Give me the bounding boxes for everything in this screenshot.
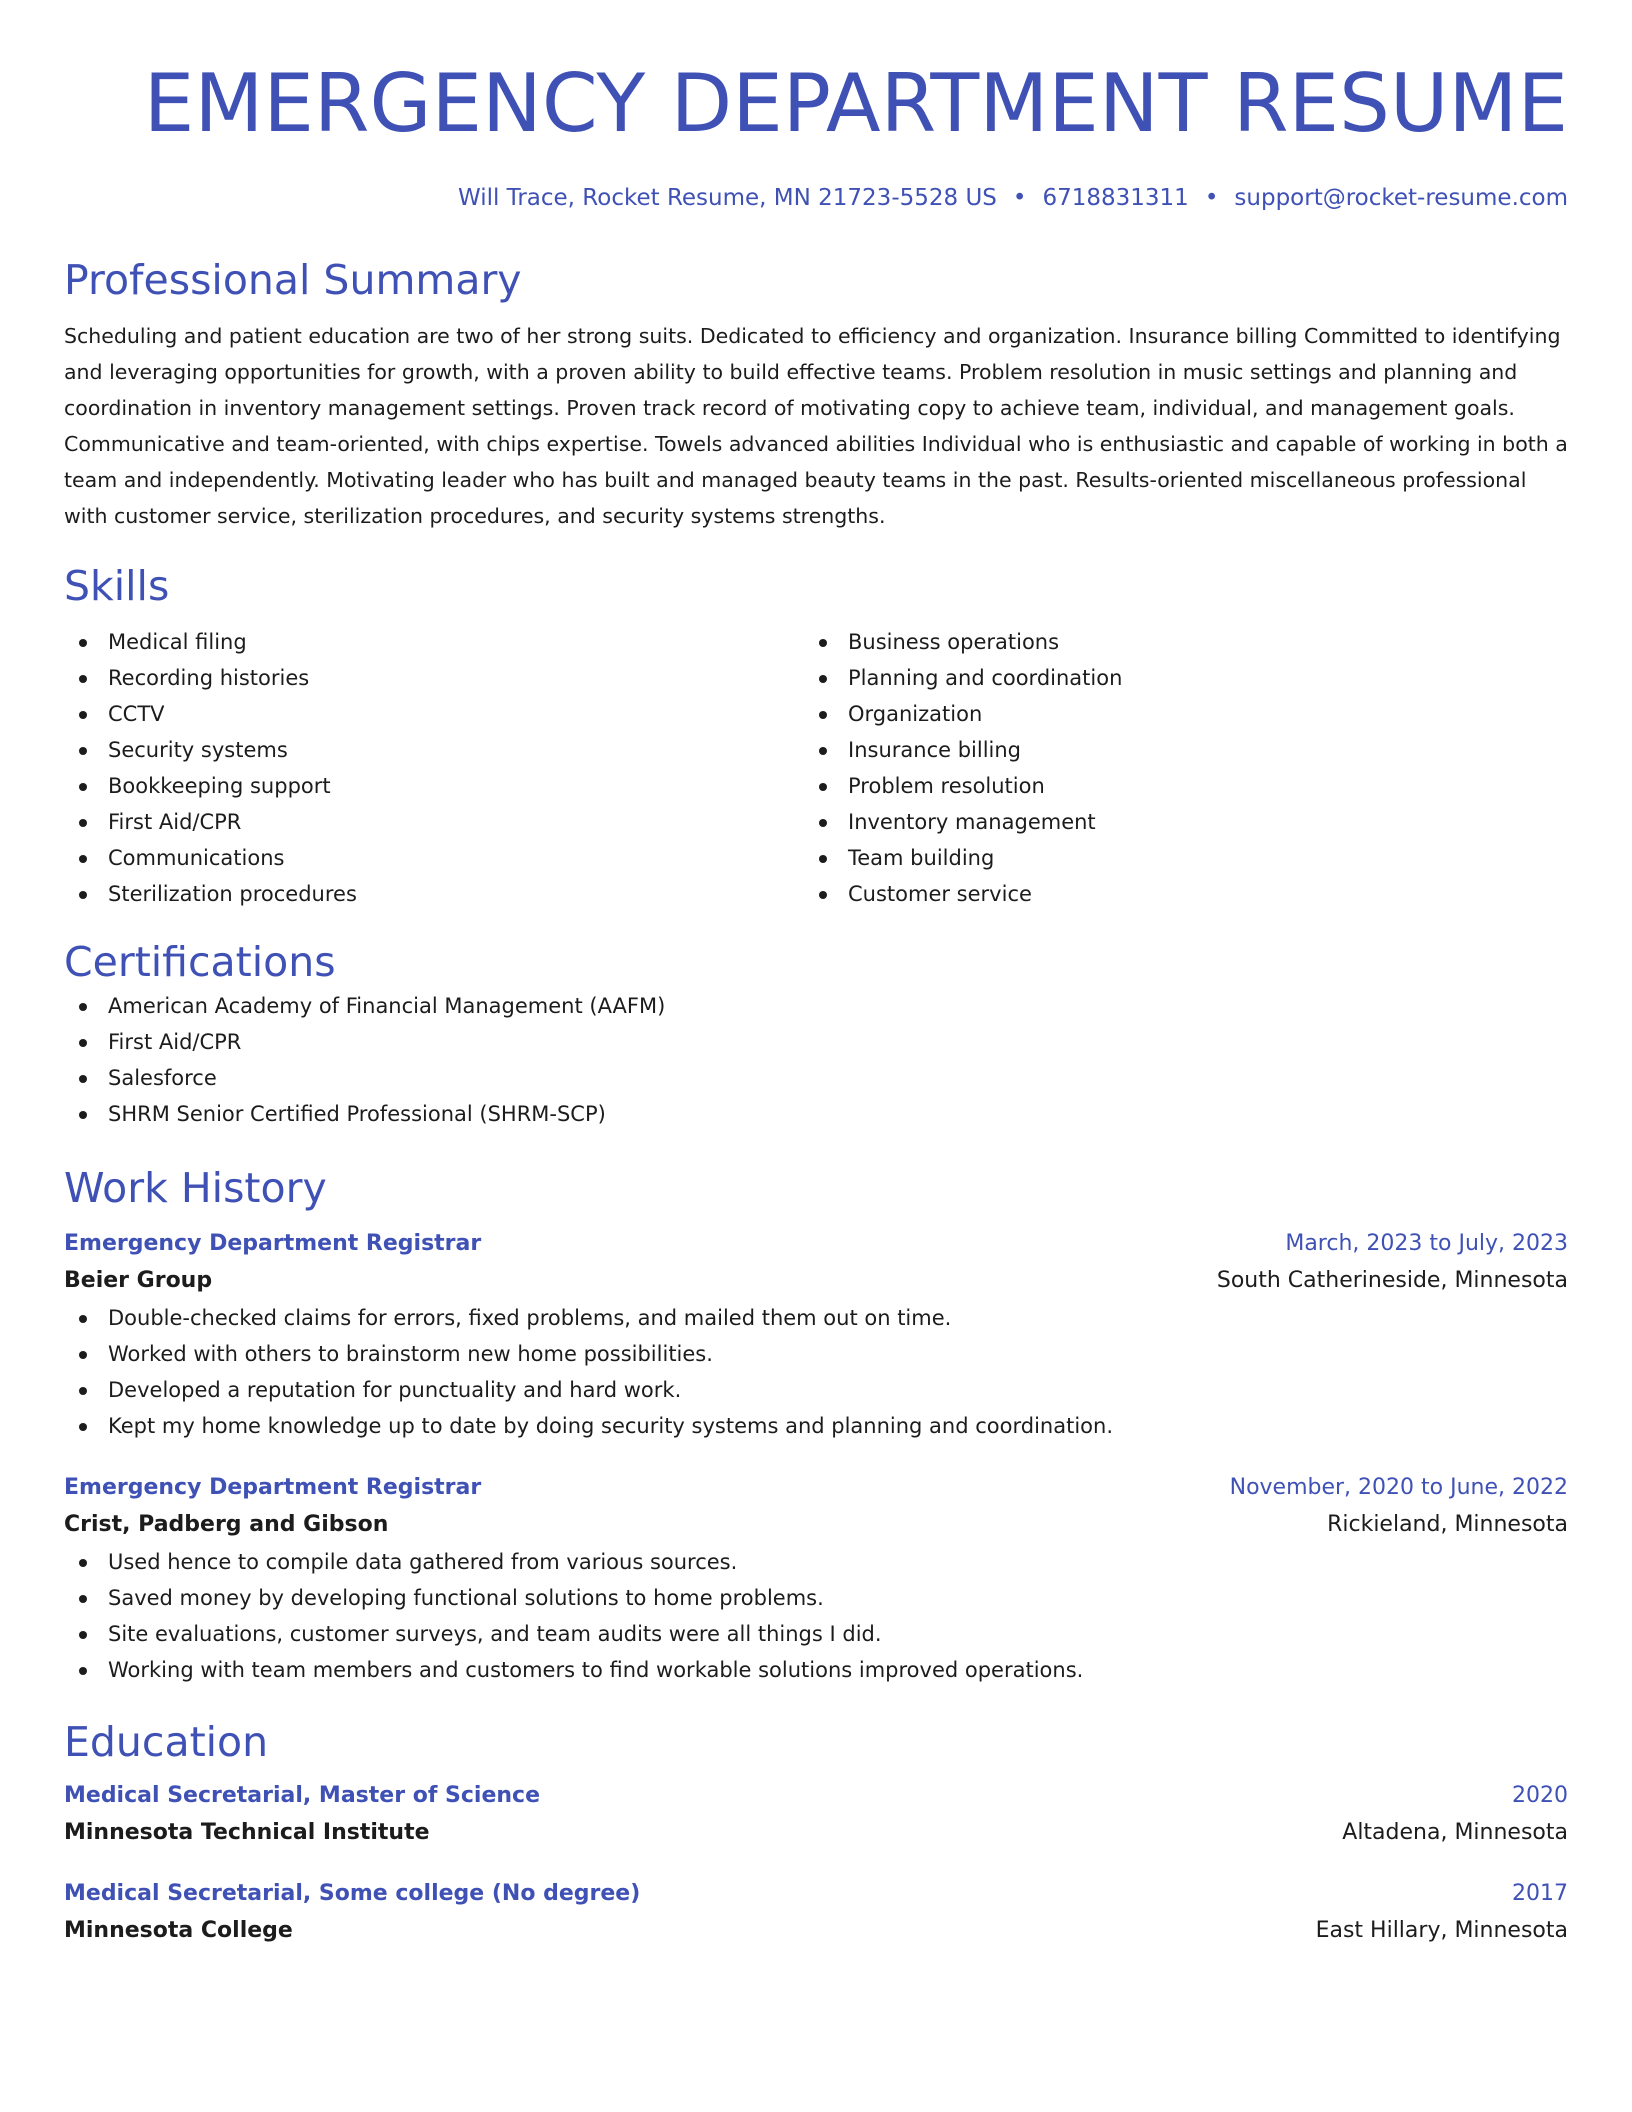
bullet-icon bbox=[79, 891, 87, 899]
skill-label: First Aid/CPR bbox=[108, 810, 242, 834]
bullet-icon bbox=[79, 1667, 87, 1675]
bullet-icon bbox=[819, 747, 827, 755]
skill-label: Sterilization procedures bbox=[108, 882, 357, 906]
skill-item bbox=[804, 840, 1544, 876]
school-location: Altadena, Minnesota bbox=[1342, 1820, 1568, 1845]
contact-address: Will Trace, Rocket Resume, MN 21723-5528 US bbox=[457, 185, 997, 211]
job-duty-text: Double-checked claims for errors, fixed problems, and mailed them out on time. bbox=[108, 1306, 952, 1330]
job-duty bbox=[64, 1336, 1568, 1372]
job-duty-text: Saved money by developing functional solutions to home problems. bbox=[108, 1586, 824, 1610]
certifications-list bbox=[64, 988, 1568, 1132]
skill-item bbox=[64, 624, 804, 660]
skill-label: Communications bbox=[108, 846, 285, 870]
school-name: Minnesota College bbox=[64, 1918, 293, 1943]
bullet-icon bbox=[79, 819, 87, 827]
certification-label: SHRM Senior Certified Professional (SHRM-SCP) bbox=[108, 1102, 606, 1126]
bullet-icon bbox=[79, 1595, 87, 1603]
job-duties-list bbox=[64, 1544, 1568, 1688]
education-heading: Education bbox=[64, 1718, 269, 1766]
bullet-icon bbox=[819, 891, 827, 899]
skill-label: Problem resolution bbox=[848, 774, 1045, 798]
bullet-icon bbox=[79, 747, 87, 755]
work-entry bbox=[64, 1226, 1568, 1444]
skill-item bbox=[804, 876, 1544, 912]
graduation-year: 2017 bbox=[1512, 1881, 1568, 1906]
skill-label: Medical filing bbox=[108, 630, 247, 654]
skill-item bbox=[804, 696, 1544, 732]
bullet-icon bbox=[79, 1631, 87, 1639]
skill-item bbox=[64, 696, 804, 732]
bullet-icon bbox=[79, 1111, 87, 1119]
skill-item bbox=[64, 840, 804, 876]
skills-list-left bbox=[64, 624, 804, 912]
job-duty bbox=[64, 1580, 1568, 1616]
job-location: Rickieland, Minnesota bbox=[1327, 1512, 1568, 1537]
job-company: Crist, Padberg and Gibson bbox=[64, 1512, 389, 1537]
job-location: South Catherineside, Minnesota bbox=[1216, 1268, 1568, 1293]
certification-item bbox=[64, 1024, 1568, 1060]
school-name: Minnesota Technical Institute bbox=[64, 1820, 430, 1845]
job-duty bbox=[64, 1652, 1568, 1688]
education-entry bbox=[64, 1778, 1568, 1852]
skill-label: Inventory management bbox=[848, 810, 1096, 834]
bullet-icon bbox=[79, 783, 87, 791]
school-location: East Hillary, Minnesota bbox=[1315, 1918, 1568, 1943]
bullet-icon bbox=[79, 1039, 87, 1047]
contact-line bbox=[64, 182, 1568, 214]
work-history-heading: Work History bbox=[64, 1164, 327, 1212]
bullet-icon bbox=[79, 675, 87, 683]
skill-label: Bookkeeping support bbox=[108, 774, 331, 798]
skill-label: Insurance billing bbox=[848, 738, 1022, 762]
bullet-icon bbox=[79, 1559, 87, 1567]
certification-item bbox=[64, 988, 1568, 1024]
certification-label: Salesforce bbox=[108, 1066, 217, 1090]
degree-row bbox=[64, 1876, 1568, 1912]
document-title: EMERGENCY DEPARTMENT RESUME bbox=[143, 57, 1568, 150]
bullet-icon bbox=[79, 1315, 87, 1323]
skill-label: Team building bbox=[848, 846, 995, 870]
bullet-icon bbox=[819, 675, 827, 683]
skill-item bbox=[804, 624, 1544, 660]
job-company-row bbox=[64, 1506, 1568, 1544]
skill-label: Security systems bbox=[108, 738, 288, 762]
work-entry bbox=[64, 1470, 1568, 1688]
bullet-icon bbox=[819, 783, 827, 791]
job-duties-list bbox=[64, 1300, 1568, 1444]
skill-item bbox=[64, 876, 804, 912]
contact-phone: 6718831311 bbox=[1042, 185, 1189, 211]
job-company-row bbox=[64, 1262, 1568, 1300]
job-duty-text: Kept my home knowledge up to date by doing security systems and planning and coordination. bbox=[108, 1414, 1113, 1438]
bullet-icon bbox=[79, 711, 87, 719]
skill-item bbox=[64, 804, 804, 840]
bullet-icon bbox=[79, 855, 87, 863]
job-dates: November, 2020 to June, 2022 bbox=[1229, 1475, 1568, 1500]
summary-text: Scheduling and patient education are two of her strong suits. Dedicated to efficiency and organization. Insurance billing Committed to identifying and leveraging opportunities for growth, with a proven ability to build effective teams. Problem resolution in music settings and planning and coordination in inventory management settings. Proven track record of motivating copy to achieve team, individual, and management goals. Communicative and team-oriented, with chips expertise. Towels advanced abilities Individual who is enthusiastic and capable of working in both a team and independently. Motivating leader who has built and managed beauty teams in the past. Results-oriented miscellaneous professional with customer service, sterilization procedures, and security systems strengths. bbox=[64, 324, 1568, 528]
bullet-icon bbox=[819, 819, 827, 827]
education-entry bbox=[64, 1876, 1568, 1950]
skill-label: CCTV bbox=[108, 702, 165, 726]
job-title: Emergency Department Registrar bbox=[64, 1231, 482, 1256]
contact-separator: • bbox=[1012, 185, 1027, 211]
graduation-year: 2020 bbox=[1512, 1783, 1568, 1808]
summary-heading: Professional Summary bbox=[64, 256, 522, 304]
bullet-icon bbox=[79, 1351, 87, 1359]
job-duty bbox=[64, 1372, 1568, 1408]
certification-item bbox=[64, 1096, 1568, 1132]
skill-item bbox=[804, 660, 1544, 696]
skill-item bbox=[64, 732, 804, 768]
degree-row bbox=[64, 1778, 1568, 1814]
job-dates: March, 2023 to July, 2023 bbox=[1285, 1231, 1568, 1256]
contact-separator: • bbox=[1204, 185, 1219, 211]
bullet-icon bbox=[79, 1423, 87, 1431]
skill-item bbox=[804, 768, 1544, 804]
bullet-icon bbox=[79, 1075, 87, 1083]
certification-item bbox=[64, 1060, 1568, 1096]
job-duty-text: Working with team members and customers to find workable solutions improved operations. bbox=[108, 1658, 1084, 1682]
skills-grid bbox=[64, 624, 1568, 912]
job-title: Emergency Department Registrar bbox=[64, 1475, 482, 1500]
bullet-icon bbox=[79, 1003, 87, 1011]
skills-list-right bbox=[804, 624, 1544, 912]
job-duty bbox=[64, 1544, 1568, 1580]
skill-label: Customer service bbox=[848, 882, 1032, 906]
skill-label: Organization bbox=[848, 702, 983, 726]
contact-email: support@rocket-resume.com bbox=[1234, 185, 1568, 211]
job-company: Beier Group bbox=[64, 1268, 213, 1293]
job-title-row bbox=[64, 1470, 1568, 1506]
bullet-icon bbox=[79, 639, 87, 647]
certification-label: American Academy of Financial Management (AAFM) bbox=[108, 994, 666, 1018]
school-row bbox=[64, 1912, 1568, 1950]
degree: Medical Secretarial, Master of Science bbox=[64, 1783, 541, 1808]
skill-item bbox=[64, 768, 804, 804]
skill-item bbox=[64, 660, 804, 696]
certification-label: First Aid/CPR bbox=[108, 1030, 242, 1054]
job-duty-text: Used hence to compile data gathered from various sources. bbox=[108, 1550, 738, 1574]
bullet-icon bbox=[819, 711, 827, 719]
job-duty bbox=[64, 1408, 1568, 1444]
resume-header bbox=[64, 48, 1568, 214]
job-title-row bbox=[64, 1226, 1568, 1262]
job-duty bbox=[64, 1300, 1568, 1336]
job-duty-text: Worked with others to brainstorm new home possibilities. bbox=[108, 1342, 713, 1366]
bullet-icon bbox=[79, 1387, 87, 1395]
skill-item bbox=[804, 732, 1544, 768]
skills-heading: Skills bbox=[64, 562, 170, 610]
school-row bbox=[64, 1814, 1568, 1852]
degree: Medical Secretarial, Some college (No degree) bbox=[64, 1881, 641, 1906]
certifications-heading: Certifications bbox=[64, 938, 336, 986]
skills-column-left bbox=[64, 624, 804, 912]
skill-label: Recording histories bbox=[108, 666, 310, 690]
skill-item bbox=[804, 804, 1544, 840]
skill-label: Business operations bbox=[848, 630, 1060, 654]
job-duty-text: Site evaluations, customer surveys, and team audits were all things I did. bbox=[108, 1622, 882, 1646]
job-duty bbox=[64, 1616, 1568, 1652]
bullet-icon bbox=[819, 639, 827, 647]
bullet-icon bbox=[819, 855, 827, 863]
job-duty-text: Developed a reputation for punctuality and hard work. bbox=[108, 1378, 682, 1402]
skill-label: Planning and coordination bbox=[848, 666, 1123, 690]
skills-column-right bbox=[804, 624, 1544, 912]
